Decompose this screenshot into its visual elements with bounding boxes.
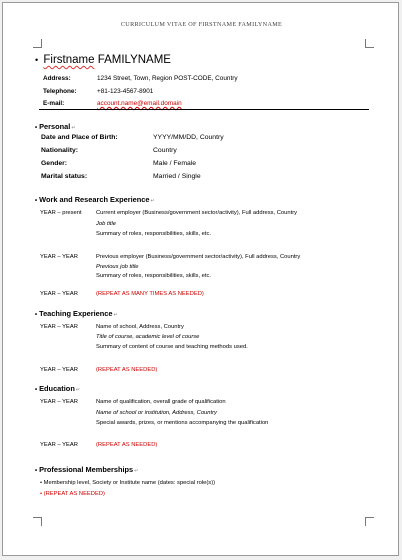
section-heading-teaching	[35, 309, 118, 318]
contact-label: E-mail:	[43, 100, 65, 107]
membership-text: (REPEAT AS NEEDED)	[43, 491, 105, 497]
repeat-note: (REPEAT AS NEEDED)	[96, 442, 158, 448]
summary: Summary of roles, responsibilities, skills, etc.	[96, 273, 212, 279]
institution: Name of school or institution, Address, Country	[96, 410, 217, 416]
awards: Special awards, prizes, or mentions accompanying the qualification	[96, 420, 269, 426]
bullet: •	[35, 125, 38, 131]
year-range: YEAR – YEAR	[40, 367, 78, 373]
bullet: •	[40, 480, 43, 486]
year-range: YEAR – present	[40, 210, 82, 216]
membership-text: Membership level, Society or Institute name (dates: special role(s))	[43, 480, 216, 486]
paragraph-mark-icon: ↵	[75, 387, 81, 393]
personal-label: Gender:	[41, 160, 68, 167]
year-range: YEAR – YEAR	[40, 324, 78, 330]
heading-text: Education	[39, 384, 75, 393]
section-heading-personal	[35, 122, 76, 131]
header-rule	[39, 109, 369, 110]
paragraph-mark-icon: ↵	[113, 312, 118, 318]
heading-text: Teaching Experience	[39, 309, 113, 318]
personal-value: Male / Female	[153, 160, 197, 167]
bullet: •	[35, 55, 39, 65]
bullet: •	[35, 198, 38, 204]
document-page	[2, 2, 399, 556]
contact-label: Address:	[43, 75, 71, 82]
personal-label: Date and Place of Birth:	[41, 134, 118, 141]
paragraph-mark-icon: ↵	[134, 468, 139, 474]
contact-label: Telephone:	[43, 88, 77, 95]
bullet: •	[35, 468, 38, 474]
crop-mark-bottom-left	[33, 517, 42, 526]
personal-value: YYYY/MM/DD, Country	[153, 134, 224, 141]
personal-label: Marital status:	[41, 173, 88, 180]
bullet: •	[35, 387, 38, 393]
heading-text: Personal	[39, 122, 71, 131]
bullet: •	[35, 312, 38, 318]
year-range: YEAR – YEAR	[40, 399, 78, 405]
personal-value: Country	[153, 147, 177, 154]
repeat-note: (REPEAT AS NEEDED)	[96, 367, 158, 373]
employer: Previous employer (Business/government sector/activity), Full address, Country	[96, 254, 301, 260]
heading-text: Professional Memberships	[39, 465, 134, 474]
membership-item	[40, 480, 215, 486]
heading-text: Work and Research Experience	[39, 195, 150, 204]
section-heading-education	[35, 384, 80, 393]
first-name: Firstname	[43, 54, 95, 66]
personal-value: Married / Single	[153, 173, 201, 180]
course-title: Title of course, academic level of course	[96, 334, 200, 340]
paragraph-mark-icon: ↵	[150, 198, 155, 204]
section-heading-work	[35, 195, 155, 204]
summary: Summary of roles, responsibilities, skills, etc.	[96, 231, 212, 237]
job-title: Previous job title	[96, 264, 139, 270]
contact-value: 1234 Street, Town, Region POST-CODE, Country	[97, 75, 238, 82]
crop-mark-top-left	[33, 39, 42, 48]
last-name: FAMILYNAME	[97, 54, 171, 66]
personal-label: Nationality:	[41, 147, 79, 154]
year-range: YEAR – YEAR	[40, 291, 78, 297]
contact-value: account.name@email.domain	[97, 100, 182, 107]
year-range: YEAR – YEAR	[40, 254, 78, 260]
cv-name	[35, 54, 171, 66]
qualification: Name of qualification, overall grade of qualification	[96, 399, 226, 405]
membership-item	[40, 491, 105, 497]
section-heading-memberships	[35, 465, 138, 474]
contact-value: +81-123-4567-8901	[97, 88, 154, 95]
employer: Current employer (Business/government sector/activity), Full address, Country	[96, 210, 298, 216]
paragraph-mark-icon: ↵	[71, 125, 76, 131]
year-range: YEAR – YEAR	[40, 442, 78, 448]
repeat-note: (REPEAT AS MANY TIMES AS NEEDED)	[96, 291, 204, 297]
crop-mark-bottom-right	[365, 517, 374, 526]
bullet: •	[40, 491, 43, 497]
crop-mark-top-right	[365, 39, 374, 48]
job-title: Job title	[96, 221, 116, 227]
summary: Summary of content of course and teaching methods used.	[96, 344, 248, 350]
page-header: CURRICULUM VITAE OF FIRSTNAME FAMILYNAME	[120, 21, 283, 28]
school: Name of school, Address, Country	[96, 324, 184, 330]
